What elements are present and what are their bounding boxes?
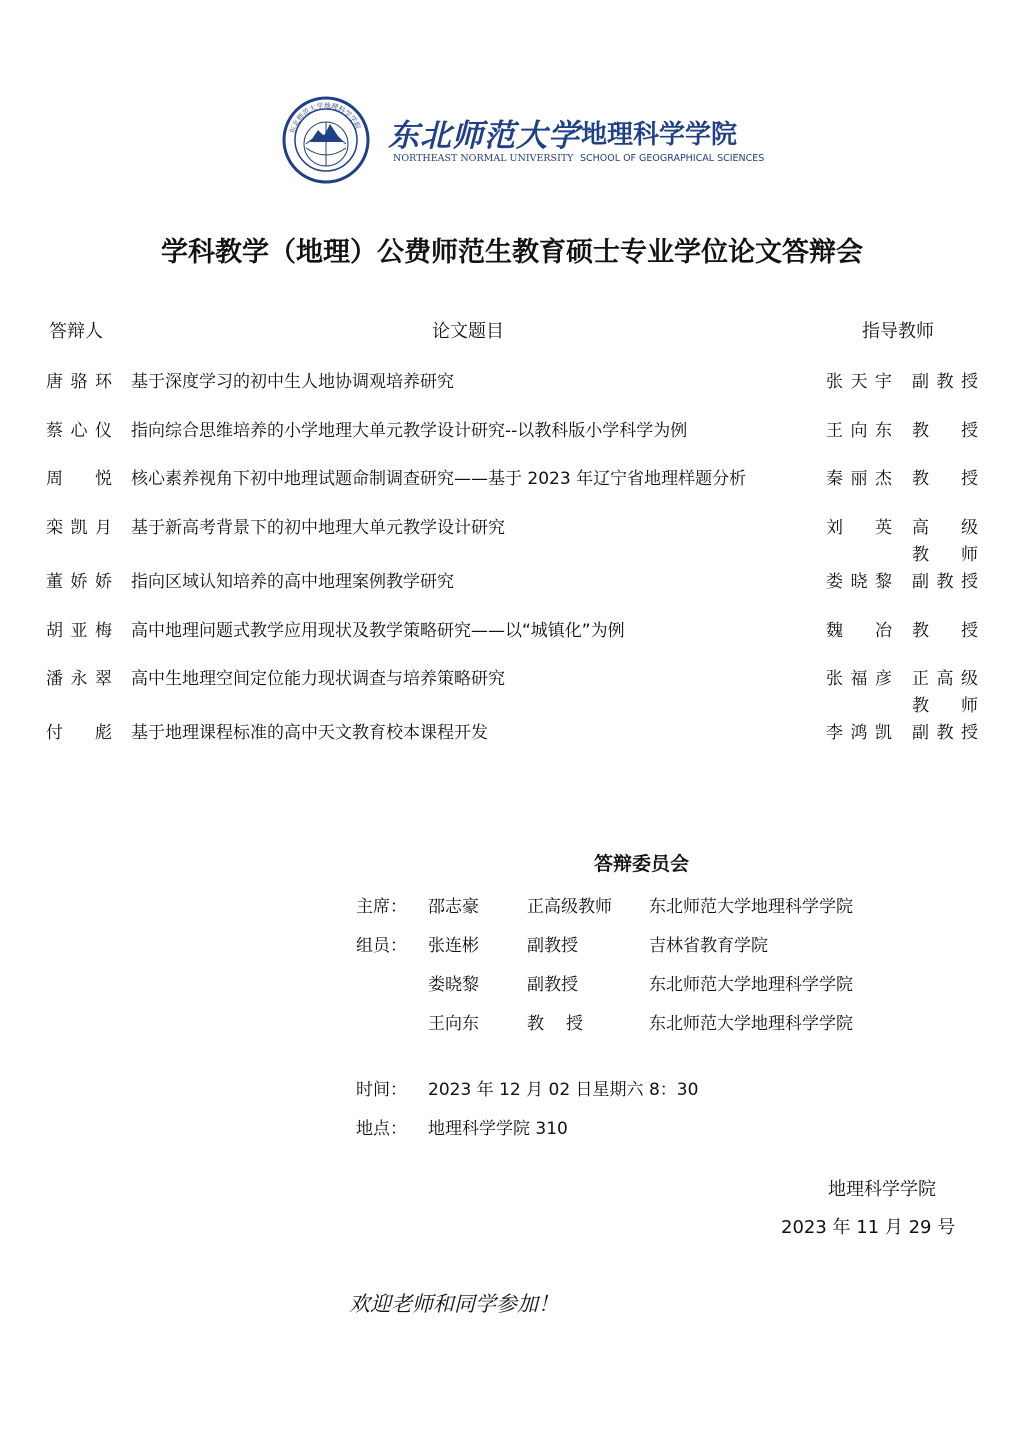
- advisor-name: 魏冶: [826, 621, 892, 641]
- issue-date: 2023 年 11 月 29 号: [781, 1217, 956, 1238]
- thesis-title: 指向区域认知培养的高中地理案例教学研究: [131, 572, 454, 592]
- advisor-name: 张福彦: [826, 669, 892, 689]
- advisor-rank: 教授: [912, 621, 978, 641]
- school-name-en: SCHOOL OF GEOGRAPHICAL SCIENCES: [580, 153, 765, 164]
- committee-member-name: 娄晓黎: [428, 975, 479, 995]
- defender-name: 唐骆环: [46, 372, 112, 392]
- defender-name: 蔡心仪: [46, 421, 112, 441]
- table-row: [0, 718, 1024, 758]
- defender-name: 周悦: [46, 469, 112, 489]
- advisor-name: 刘英: [826, 518, 892, 538]
- university-name-cn: 东北师范大学: [388, 118, 580, 154]
- time-label: 时间：: [356, 1080, 407, 1100]
- committee-member-org: 东北师范大学地理科学学院: [649, 975, 853, 995]
- committee-member-title: 教授: [527, 1014, 583, 1034]
- table-row: [0, 616, 1024, 656]
- committee-member-title: 副教授: [527, 936, 578, 956]
- thesis-title: 高中地理问题式教学应用现状及教学策略研究——以“城镇化”为例: [131, 621, 625, 641]
- defender-name: 胡亚梅: [46, 621, 112, 641]
- thesis-title: 指向综合思维培养的小学地理大单元教学设计研究--以教科版小学科学为例: [131, 421, 688, 441]
- table-row: [0, 513, 1024, 565]
- committee-member-org: 东北师范大学地理科学学院: [649, 1014, 853, 1034]
- committee-member-name: 张连彬: [428, 936, 479, 956]
- defender-name: 付彪: [46, 723, 112, 743]
- thesis-title: 高中生地理空间定位能力现状调查与培养策略研究: [131, 669, 505, 689]
- university-seal-logo: [282, 96, 370, 184]
- table-row: [0, 664, 1024, 716]
- thesis-title: 核心素养视角下初中地理试题命制调查研究——基于 2023 年辽宁省地理样题分析: [131, 469, 747, 489]
- seal-text: 东北师范大学地理科学学院: [288, 101, 362, 135]
- chair-label: 主席：: [356, 897, 407, 917]
- defender-name: 潘永翠: [46, 669, 112, 689]
- advisor-rank: 高级: [912, 518, 978, 538]
- advisor-name: 张天宇: [826, 372, 892, 392]
- place-label: 地点：: [356, 1119, 407, 1139]
- advisor-name: 王向东: [826, 421, 892, 441]
- thesis-title: 基于地理课程标准的高中天文教育校本课程开发: [131, 723, 488, 743]
- committee-chair-title: 正高级教师: [527, 897, 612, 917]
- column-header-thesis-title: 论文题目: [432, 321, 504, 342]
- column-header-advisor: 指导教师: [862, 321, 934, 342]
- table-row: [0, 367, 1024, 407]
- place-value: 地理科学学院 310: [428, 1119, 568, 1139]
- advisor-rank-line2: 教师: [912, 545, 978, 565]
- committee-chair-name: 邵志豪: [428, 897, 479, 917]
- column-header-defender: 答辩人: [49, 321, 103, 342]
- defender-name: 栾凯月: [46, 518, 112, 538]
- committee-member-name: 王向东: [428, 1014, 479, 1034]
- table-row: [0, 464, 1024, 504]
- advisor-rank: 副教授: [912, 372, 978, 392]
- advisor-name: 李鸿凯: [826, 723, 892, 743]
- welcome-message: 欢迎老师和同学参加！: [349, 1292, 559, 1316]
- advisor-rank: 教授: [912, 421, 978, 441]
- advisor-rank: 副教授: [912, 572, 978, 592]
- issuer-name: 地理科学学院: [828, 1179, 936, 1200]
- time-value: 2023 年 12 月 02 日星期六 8：30: [428, 1080, 699, 1100]
- table-row: [0, 416, 1024, 456]
- thesis-title: 基于深度学习的初中生人地协调观培养研究: [131, 372, 454, 392]
- thesis-title: 基于新高考背景下的初中地理大单元教学设计研究: [131, 518, 505, 538]
- advisor-rank: 正高级: [912, 669, 978, 689]
- committee-member-org: 吉林省教育学院: [649, 936, 768, 956]
- advisor-rank: 副教授: [912, 723, 978, 743]
- advisor-name: 娄晓黎: [826, 572, 892, 592]
- table-row: [0, 567, 1024, 607]
- university-name-en: NORTHEAST NORMAL UNIVERSITY: [393, 153, 574, 164]
- page-title: 学科教学（地理）公费师范生教育硕士专业学位论文答辩会: [161, 237, 863, 268]
- members-label: 组员：: [356, 936, 407, 956]
- school-name-cn: 地理科学学院: [581, 120, 738, 150]
- defender-name: 董娇娇: [46, 572, 112, 592]
- advisor-rank: 教授: [912, 469, 978, 489]
- committee-chair-org: 东北师范大学地理科学学院: [649, 897, 853, 917]
- advisor-rank-line2: 教师: [912, 696, 978, 716]
- committee-heading: 答辩委员会: [594, 853, 690, 875]
- advisor-name: 秦丽杰: [826, 469, 892, 489]
- committee-member-title: 副教授: [527, 975, 578, 995]
